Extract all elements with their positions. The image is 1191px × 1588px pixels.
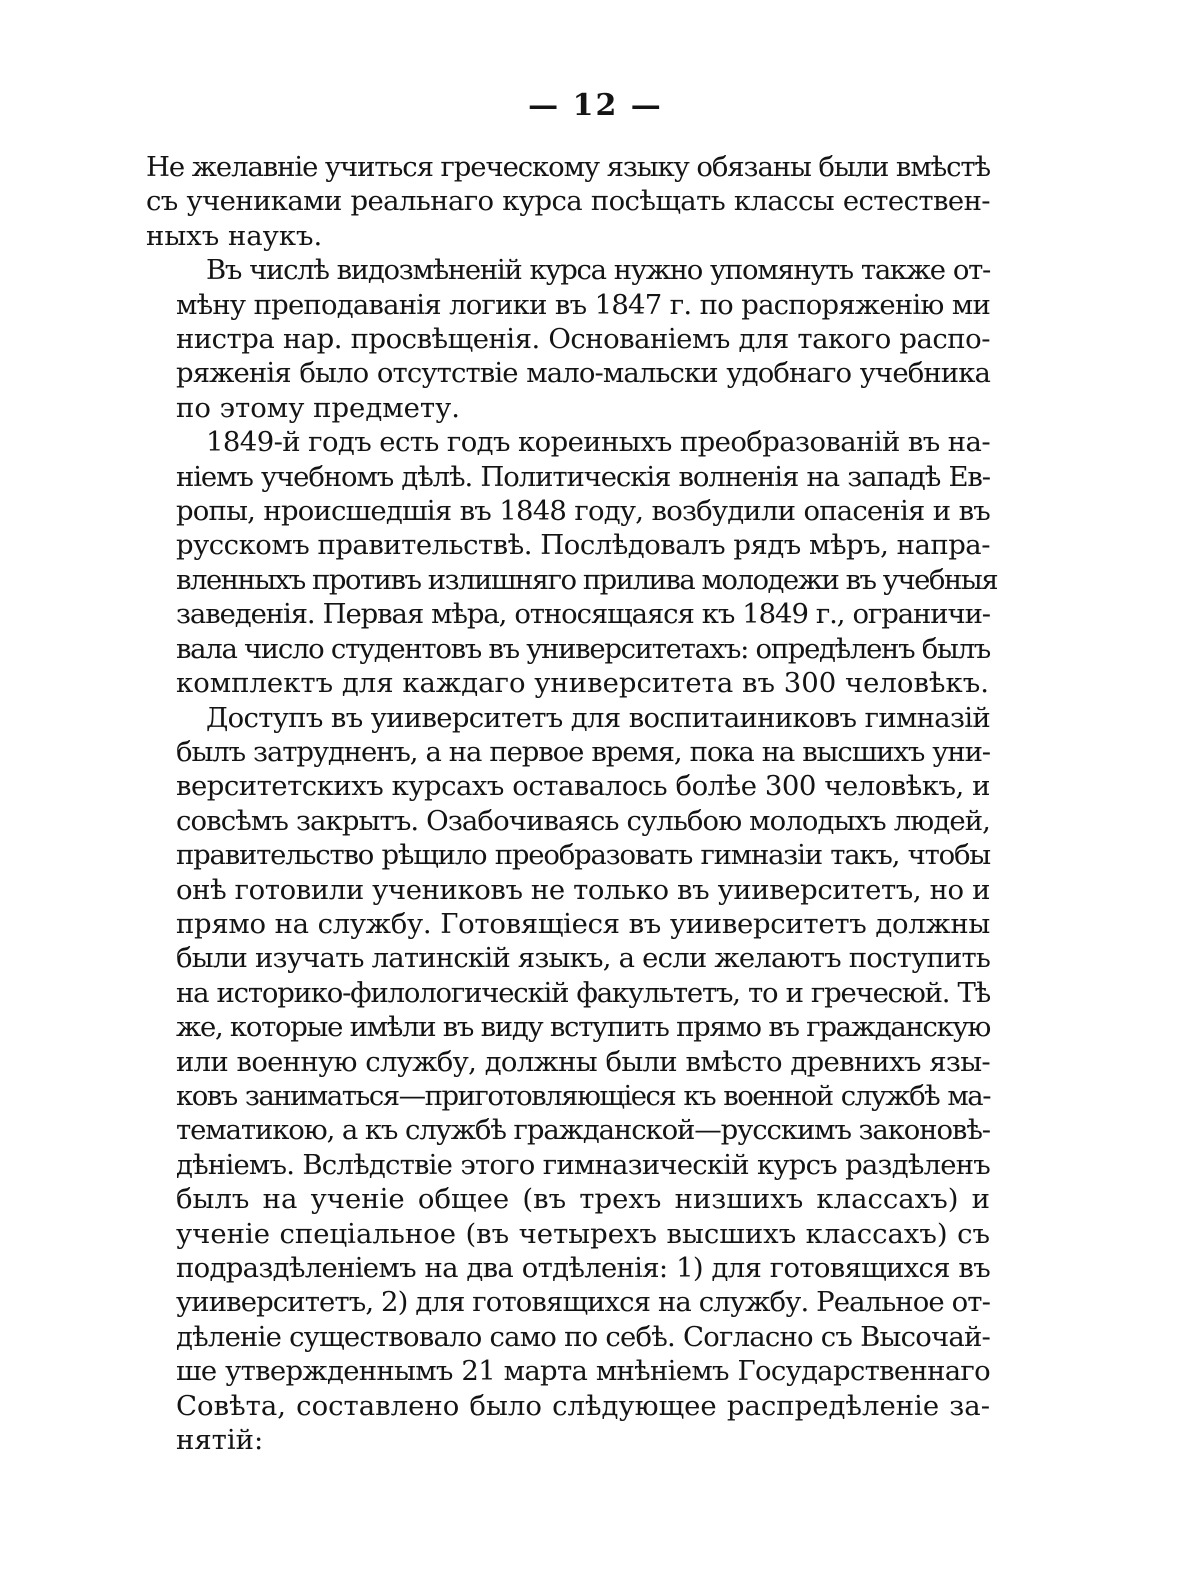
text-line: ше утвержденнымъ 21 марта мнѣніемъ Государственнаго: [176, 1355, 990, 1388]
page-number: — 12 —: [528, 88, 663, 123]
text-line: дѣніемъ. Вслѣдствіе этого гимназическій курсъ раздѣленъ: [176, 1148, 990, 1181]
text-line: вленныхъ противъ излишняго прилива молодежи въ учебныя: [176, 563, 998, 596]
body-text: [146, 150, 998, 1457]
text-line: же, которые имѣли въ виду вступить прямо въ гражданскую: [176, 1011, 990, 1044]
paragraph: [146, 425, 998, 700]
text-line: ніемъ учебномъ дѣлѣ. Политическія волненія на западѣ Ев-: [176, 460, 990, 493]
text-line: Доступъ въ уииверситетъ для воспитаиниковъ гимназій: [206, 701, 990, 734]
text-line: подраздѣленіемъ на два отдѣленія: 1) для готовящихся въ: [176, 1252, 990, 1284]
text-line: съ учениками реальнаго курса посѣщать классы естествен-: [146, 185, 990, 218]
text-line: заведенія. Первая мѣра, относящаяся къ 1849 г., ограничи-: [176, 598, 990, 631]
text-line: дѣленіе существовало само по себѣ. Согласно съ Высочай-: [176, 1320, 990, 1353]
paragraph: [146, 253, 990, 425]
text-line: комплектъ для каждаго университета въ 300 человѣкъ.: [176, 667, 989, 700]
text-line: мѣну преподаванія логики въ 1847 г. по распоряженію ми: [176, 288, 990, 321]
text-line: нятій:: [176, 1424, 264, 1457]
text-line: нистра нар. просвѣщенія. Основаніемъ для такого распо-: [176, 323, 990, 356]
text-line: Въ числѣ видозмѣненій курса нужно упомянуть также от-: [206, 254, 990, 287]
text-line: Не желавніе учиться греческому языку обязаны были вмѣстѣ: [146, 151, 990, 183]
text-line: верситетскихъ курсахъ оставалось болѣе 300 человѣкъ, и: [176, 770, 990, 803]
text-line: былъ затрудненъ, а на первое время, пока на высшихъ уни-: [176, 735, 990, 768]
text-line: ученіе спеціальное (въ четырехъ высшихъ классахъ) съ: [176, 1217, 990, 1250]
text-line: вала число студентовъ въ университетахъ: опредѣленъ былъ: [176, 632, 990, 665]
text-line: на историко-филологическій факультетъ, то и гречесюй. Тѣ: [176, 976, 990, 1009]
text-line: былъ на ученіе общее (въ трехъ низшихъ классахъ) и: [176, 1183, 990, 1216]
text-line: ропы, нроисшедшія въ 1848 году, возбудили опасенія и въ: [176, 495, 990, 528]
text-line: прямо на службу. Готовящіеся въ уииверситетъ должны: [176, 907, 990, 940]
text-line: 1849-й годъ есть годъ кореиныхъ преобразованій въ на-: [206, 426, 991, 459]
text-line: уииверситетъ, 2) для готовящихся на службу. Реальное от-: [176, 1286, 990, 1319]
paragraph: [146, 150, 990, 253]
text-line: по этому предмету.: [176, 391, 461, 424]
text-line: Совѣта, составлено было слѣдующее распредѣленіе за-: [176, 1389, 990, 1422]
text-line: ныхъ наукъ.: [146, 219, 323, 252]
text-line: онѣ готовили учениковъ не только въ уииверситетъ, но и: [176, 873, 990, 906]
text-line: русскомъ правительствѣ. Послѣдовалъ рядъ мѣръ, напра-: [176, 529, 990, 562]
text-line: совсѣмъ закрытъ. Озабочиваясь сульбою молодыхъ людей,: [176, 804, 990, 837]
text-line: тематикою, а къ службѣ гражданской—русскимъ законовѣ-: [176, 1114, 990, 1147]
text-line: правительство рѣщило преобразовать гимназіи такъ, чтобы: [176, 839, 990, 872]
paragraph: [146, 701, 990, 1458]
text-line: ковъ заниматься—приготовляющіеся къ военной службѣ ма-: [176, 1079, 990, 1112]
text-line: были изучать латинскій языкъ, а если желаютъ поступить: [176, 942, 991, 975]
text-line: ряженія было отсутствіе мало-мальски удобнаго учебника: [176, 357, 990, 390]
text-line: или военную службу, должны были вмѣсто древнихъ язы-: [176, 1045, 990, 1078]
